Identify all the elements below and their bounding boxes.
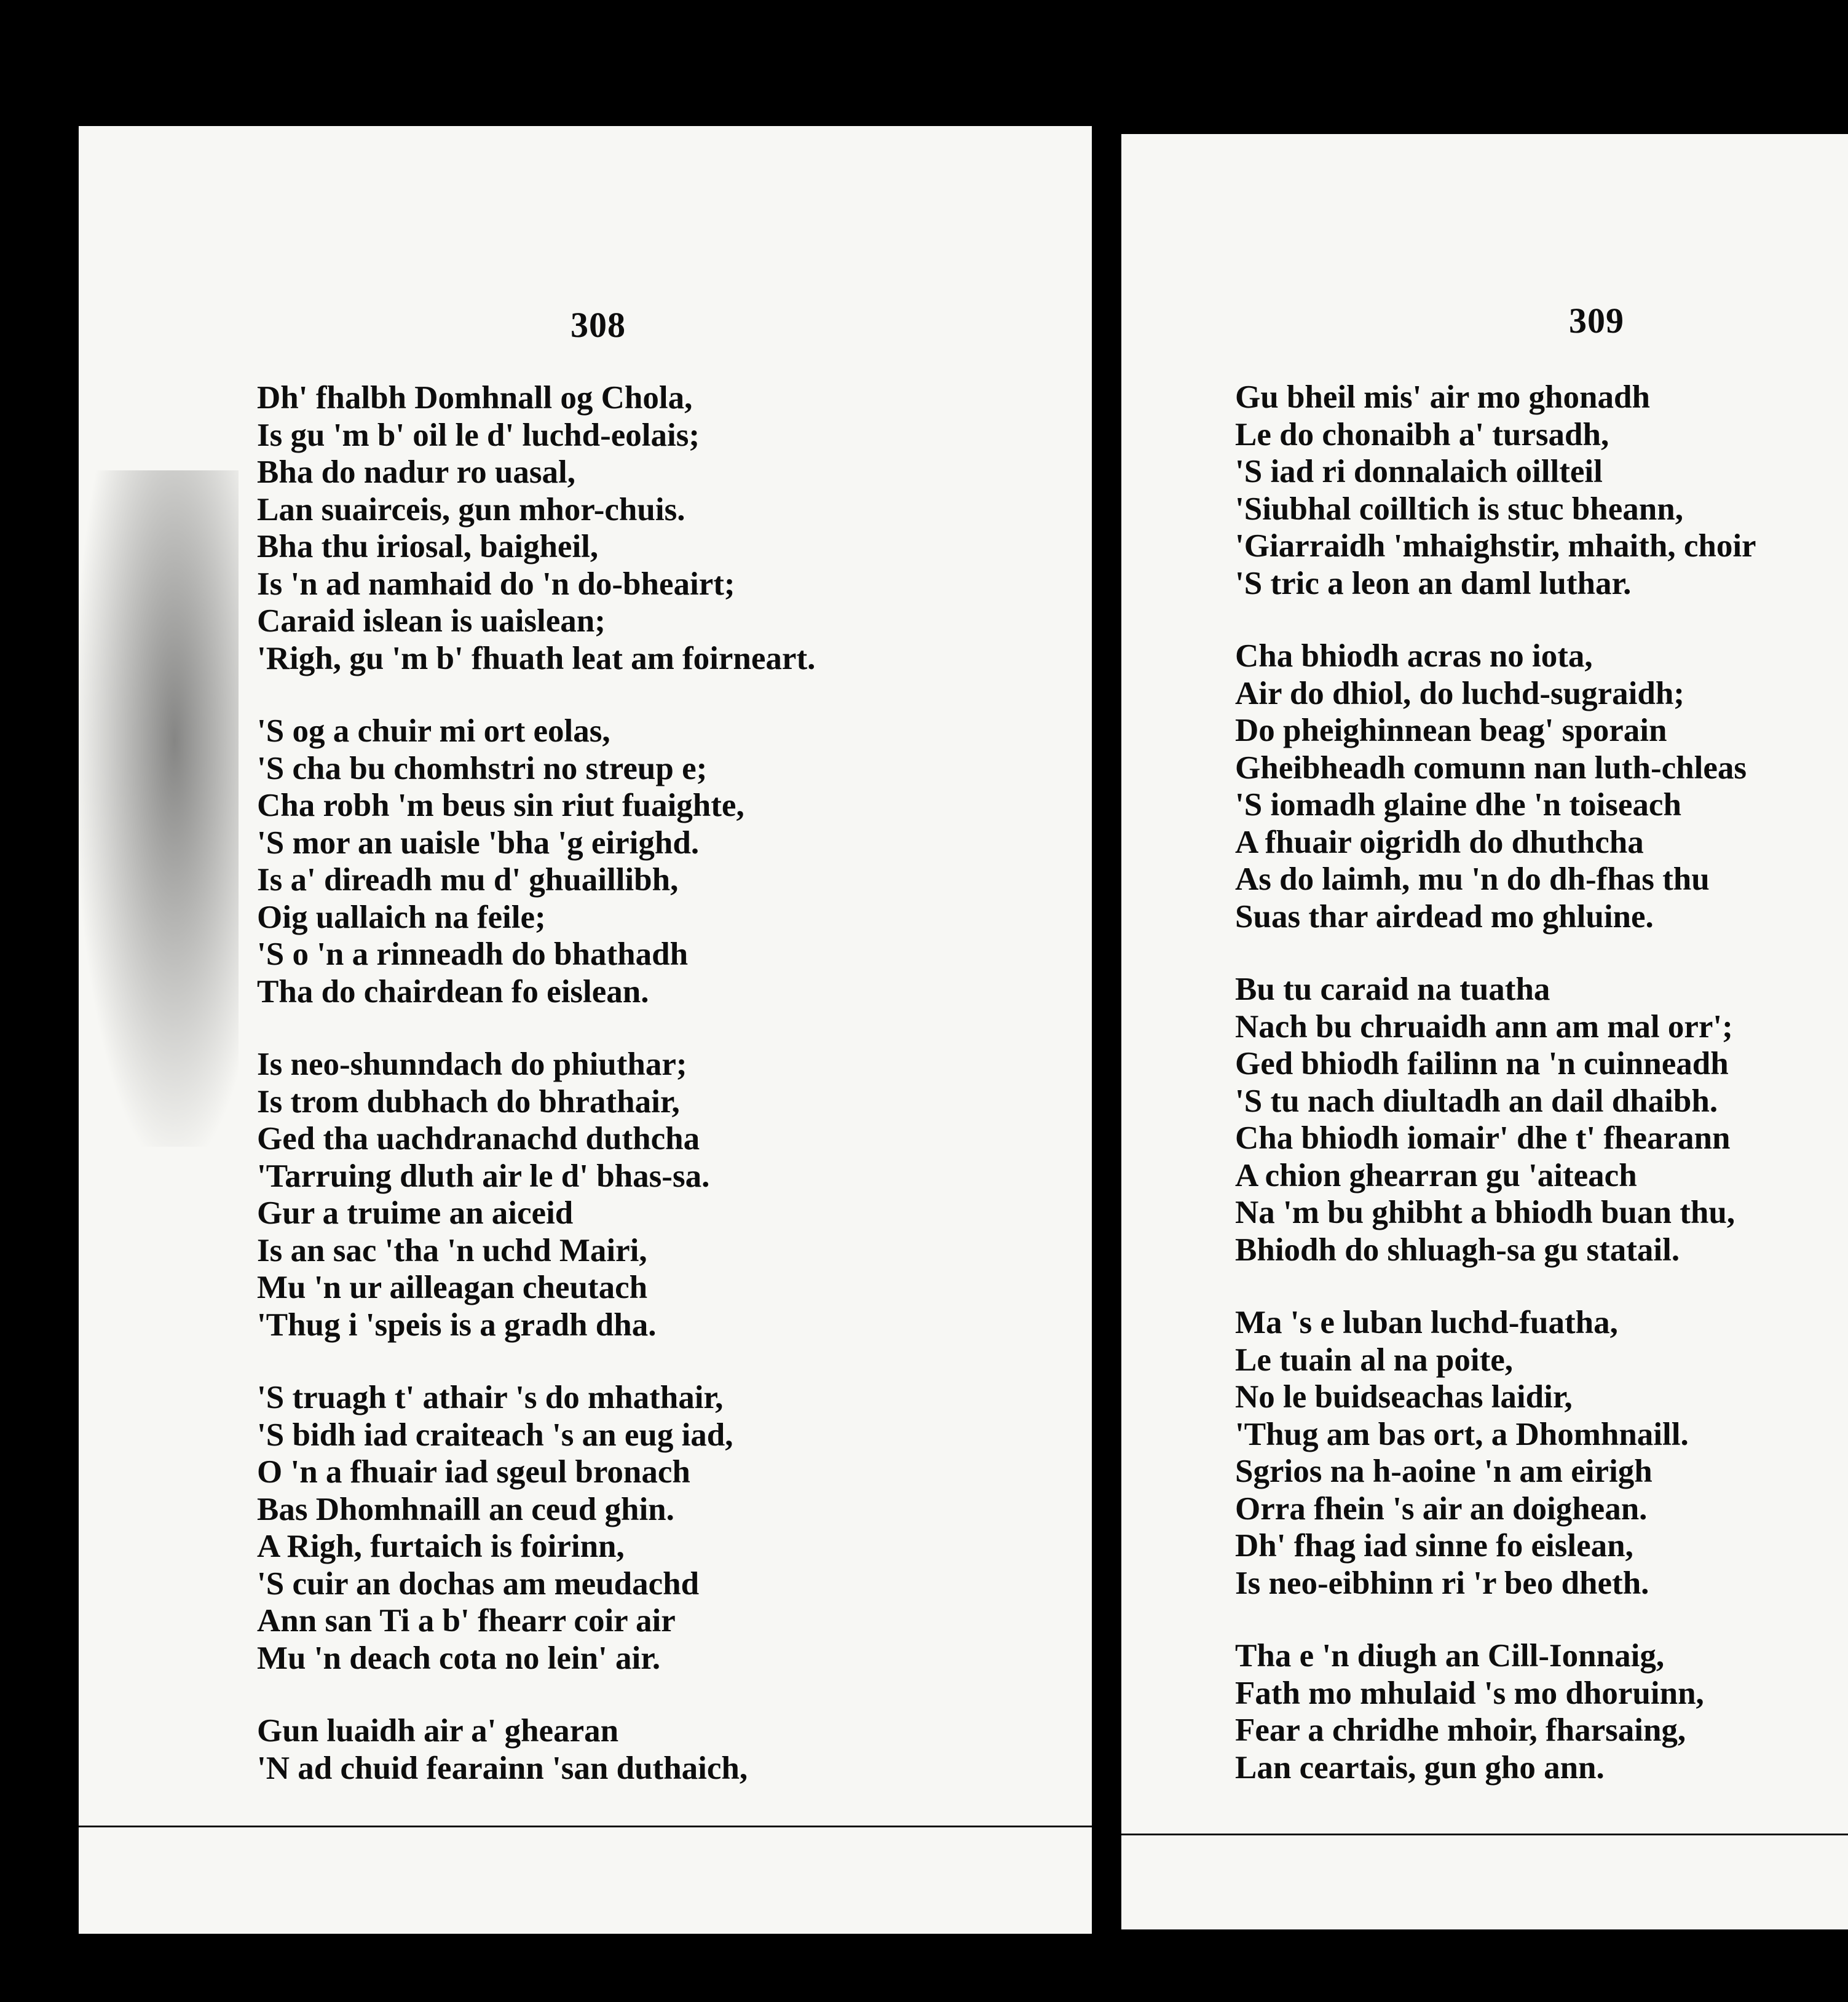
verse-line: Is neo-shunndach do phiuthar; (257, 1046, 687, 1082)
verse-line: As do laimh, mu 'n do dh-fhas thu (1235, 861, 1710, 897)
verse-line: Fear a chridhe mhoir, fharsaing, (1235, 1712, 1686, 1748)
verse-line: Is gu 'm b' oil le d' luchd-eolais; (257, 417, 700, 453)
page-number: 308 (571, 305, 626, 345)
verse-line: A Righ, furtaich is foirinn, (257, 1529, 625, 1564)
verse-line: Is 'n ad namhaid do 'n do-bheairt; (257, 566, 735, 602)
verse-line: Ann san Ti a b' fhearr coir air (257, 1603, 676, 1639)
stanza (257, 1046, 815, 1343)
verse-line: A fhuair oigridh do dhuthcha (1235, 824, 1644, 860)
verse-line: Cha robh 'm beus sin riut fuaighte, (257, 788, 744, 823)
verse-line: 'Righ, gu 'm b' fhuath leat am foirneart. (257, 640, 816, 676)
stanza (257, 379, 815, 677)
verse-line: Le tuain al na poite, (1235, 1342, 1514, 1378)
verse-line: Gheibheadh comunn nan luth-chleas (1235, 750, 1747, 786)
verse-line: Bu tu caraid na tuatha (1235, 971, 1550, 1007)
verse-line: Is a' direadh mu d' ghuaillibh, (257, 862, 679, 898)
verse-line: Caraid islean is uaislean; (257, 603, 606, 639)
verse-line: A chion ghearran gu 'aiteach (1235, 1157, 1637, 1193)
verse-line: No le buidseachas laidir, (1235, 1379, 1573, 1415)
verse-line: Bha thu iriosal, baigheil, (257, 529, 599, 564)
poem-text (1235, 379, 1756, 1822)
verse-line: Ged tha uachdranachd duthcha (257, 1121, 700, 1157)
stanza (1235, 1304, 1756, 1602)
scan-line (1121, 1834, 1848, 1835)
left-page (79, 126, 1092, 1934)
verse-line: 'S cha bu chomhstri no streup e; (257, 750, 708, 786)
ink-stain (79, 470, 239, 1147)
page-number: 309 (1569, 301, 1624, 341)
verse-line: 'S og a chuir mi ort eolas, (257, 713, 610, 749)
verse-line: Nach bu chruaidh ann am mal orr'; (1235, 1008, 1733, 1045)
verse-line: 'S bidh iad craiteach 's an eug iad, (257, 1417, 733, 1453)
verse-line: Mu 'n deach cota no lein' air. (257, 1640, 661, 1676)
verse-line: Tha do chairdean fo eislean. (257, 973, 649, 1010)
verse-line: 'Siubhal coilltich is stuc bheann, (1235, 491, 1683, 527)
verse-line: 'Giarraidh 'mhaighstir, mhaith, choir (1235, 528, 1756, 564)
stanza (1235, 1637, 1756, 1786)
verse-line: 'S cuir an dochas am meudachd (257, 1565, 700, 1602)
verse-line: Lan suairceis, gun mhor-chuis. (257, 491, 685, 528)
verse-line: 'S o 'n a rinneadh do bhathadh (257, 936, 689, 972)
verse-line: 'S truagh t' athair 's do mhathair, (257, 1380, 724, 1415)
verse-line: Gu bheil mis' air mo ghonadh (1235, 379, 1650, 415)
verse-line: Bha do nadur ro uasal, (257, 454, 575, 490)
verse-line: 'Thug am bas ort, a Dhomhnaill. (1235, 1416, 1689, 1452)
verse-line: O 'n a fhuair iad sgeul bronach (257, 1454, 690, 1490)
verse-line: 'S iomadh glaine dhe 'n toiseach (1235, 787, 1681, 823)
verse-line: Ged bhiodh failinn na 'n cuinneadh (1235, 1046, 1729, 1082)
verse-line: Air do dhiol, do luchd-sugraidh; (1235, 675, 1684, 711)
verse-line: Cha bhiodh acras no iota, (1235, 638, 1593, 674)
verse-line: Orra fhein 's air an doighean. (1235, 1490, 1648, 1527)
verse-line: 'S mor an uaisle 'bha 'g eirighd. (257, 825, 700, 861)
stanza (257, 713, 815, 1010)
book-gutter (1092, 126, 1121, 1934)
stanza (257, 1712, 815, 1787)
verse-line: Cha bhiodh iomair' dhe t' fhearann (1235, 1120, 1731, 1156)
verse-line: Lan ceartais, gun gho ann. (1235, 1749, 1605, 1786)
verse-line: Dh' fhag iad sinne fo eislean, (1235, 1528, 1633, 1564)
right-page (1121, 134, 1848, 1929)
poem-text (257, 379, 815, 1822)
verse-line: Ma 's e luban luchd-fuatha, (1235, 1305, 1618, 1340)
verse-line: Is an sac 'tha 'n uchd Mairi, (257, 1232, 647, 1268)
verse-line: 'Tarruing dluth air le d' bhas-sa. (257, 1158, 710, 1194)
verse-line: Tha e 'n diugh an Cill-Ionnaig, (1235, 1638, 1665, 1674)
verse-line: Gur a truime an aiceid (257, 1195, 574, 1231)
stanza (257, 1379, 815, 1677)
verse-line: 'N ad chuid fearainn 'san duthaich, (257, 1750, 748, 1786)
verse-line: Fath mo mhulaid 's mo dhoruinn, (1235, 1675, 1704, 1711)
stanza (1235, 638, 1756, 935)
verse-line: Dh' fhalbh Domhnall og Chola, (257, 380, 693, 416)
verse-line: 'S iad ri donnalaich oillteil (1235, 454, 1603, 489)
verse-line: Na 'm bu ghibht a bhiodh buan thu, (1235, 1195, 1735, 1230)
verse-line: 'Thug i 'speis is a gradh dha. (257, 1307, 657, 1343)
verse-line: Is trom dubhach do bhrathair, (257, 1083, 680, 1120)
verse-line: Suas thar airdead mo ghluine. (1235, 898, 1654, 935)
verse-line: Le do chonaibh a' tursadh, (1235, 416, 1609, 453)
verse-line: Gun luaidh air a' ghearan (257, 1713, 619, 1749)
verse-line: Oig uallaich na feile; (257, 899, 546, 935)
verse-line: Mu 'n ur ailleagan cheutach (257, 1270, 648, 1305)
verse-line: Do pheighinnean beag' sporain (1235, 713, 1667, 748)
stanza (1235, 379, 1756, 602)
verse-line: Bas Dhomhnaill an ceud ghin. (257, 1491, 674, 1527)
scan-line (79, 1826, 1092, 1827)
verse-line: Bhiodh do shluagh-sa gu statail. (1235, 1232, 1680, 1268)
verse-line: Is neo-eibhinn ri 'r beo dheth. (1235, 1565, 1649, 1601)
verse-line: Sgrios na h-aoine 'n am eirigh (1235, 1454, 1653, 1489)
verse-line: 'S tric a leon an daml luthar. (1235, 565, 1632, 601)
verse-line: 'S tu nach diultadh an dail dhaibh. (1235, 1083, 1718, 1119)
stanza (1235, 971, 1756, 1268)
